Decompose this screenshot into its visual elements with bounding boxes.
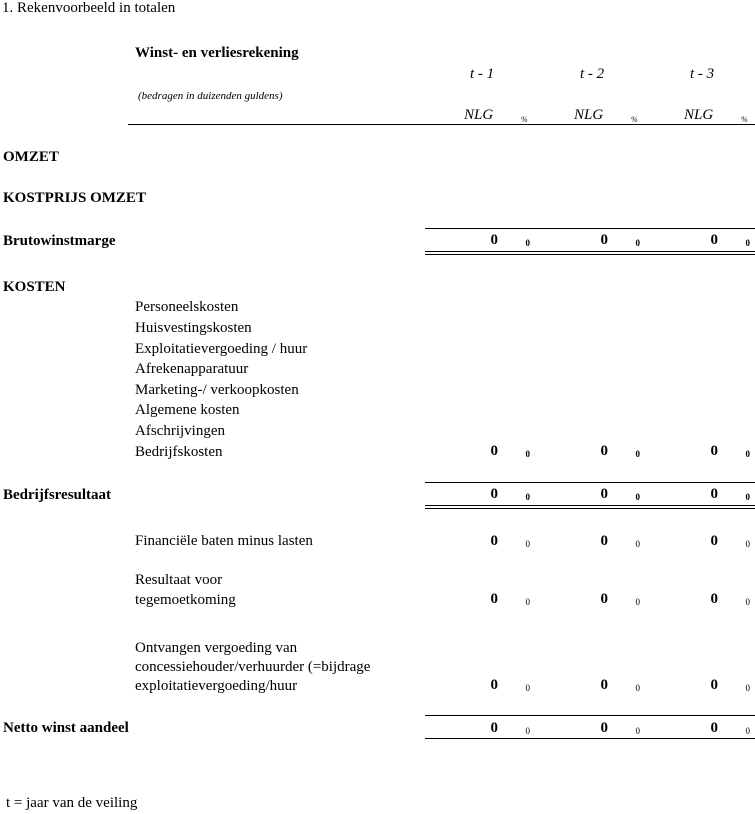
financieel-value-1: 0 bbox=[490, 533, 498, 549]
bruto-pct-3: 0 bbox=[745, 238, 750, 248]
cost-item-algemene-kosten: Algemene kosten bbox=[135, 402, 240, 418]
financieel-pct-1: 0 bbox=[525, 539, 530, 549]
ontvangen-value-2: 0 bbox=[600, 677, 608, 693]
bedrijfsresultaat-value-3: 0 bbox=[710, 486, 718, 502]
bruto-pct-1: 0 bbox=[525, 238, 530, 248]
rule-above-bedrijfsresultaat bbox=[425, 482, 755, 483]
bedrijfsresultaat-value-1: 0 bbox=[490, 486, 498, 502]
row-label-financieel: Financiële baten minus lasten bbox=[135, 533, 313, 549]
pct-header-1: % bbox=[521, 115, 528, 124]
bedrijfskosten-pct-2: 0 bbox=[635, 449, 640, 459]
double-rule-bedrijfsresultaat bbox=[425, 505, 755, 509]
row-label-resultaat-line2: tegemoetkoming bbox=[135, 592, 236, 608]
cost-item-afrekenapparatuur: Afrekenapparatuur bbox=[135, 361, 249, 377]
netto-pct-3: 0 bbox=[745, 726, 750, 736]
page-heading: 1. Rekenvoorbeeld in totalen bbox=[2, 0, 176, 16]
section-omzet: OMZET bbox=[3, 149, 59, 165]
resultaat-value-3: 0 bbox=[710, 591, 718, 607]
bedrijfskosten-value-3: 0 bbox=[710, 443, 718, 459]
bedrijfskosten-pct-1: 0 bbox=[525, 449, 530, 459]
period-header-2: t - 2 bbox=[580, 66, 605, 82]
netto-value-3: 0 bbox=[710, 720, 718, 736]
bedrijfskosten-value-1: 0 bbox=[490, 443, 498, 459]
ontvangen-value-3: 0 bbox=[710, 677, 718, 693]
bedrijfsresultaat-pct-2: 0 bbox=[635, 492, 640, 502]
resultaat-pct-3: 0 bbox=[745, 597, 750, 607]
financieel-value-2: 0 bbox=[600, 533, 608, 549]
netto-value-2: 0 bbox=[600, 720, 608, 736]
currency-header-1: NLG bbox=[464, 107, 494, 123]
cost-item-afschrijvingen: Afschrijvingen bbox=[135, 423, 225, 439]
resultaat-value-2: 0 bbox=[600, 591, 608, 607]
bedrijfskosten-value-2: 0 bbox=[600, 443, 608, 459]
table-subtitle: (bedragen in duizenden guldens) bbox=[138, 90, 283, 102]
netto-pct-2: 0 bbox=[635, 726, 640, 736]
netto-value-1: 0 bbox=[490, 720, 498, 736]
row-label-bruto: Brutowinstmarge bbox=[3, 233, 116, 249]
row-label-netto: Netto winst aandeel bbox=[3, 720, 129, 736]
rule-above-netto bbox=[425, 715, 755, 716]
cost-item-bedrijfskosten: Bedrijfskosten bbox=[135, 444, 223, 460]
pct-header-3: % bbox=[741, 115, 748, 124]
bruto-value-1: 0 bbox=[490, 232, 498, 248]
resultaat-pct-1: 0 bbox=[525, 597, 530, 607]
header-rule bbox=[128, 124, 755, 125]
section-kostprijs: KOSTPRIJS OMZET bbox=[3, 190, 146, 206]
pct-header-2: % bbox=[631, 115, 638, 124]
cost-item-personeelskosten: Personeelskosten bbox=[135, 299, 239, 315]
ontvangen-pct-2: 0 bbox=[635, 683, 640, 693]
row-label-ontvangen-line2: concessiehouder/verhuurder (=bijdrage bbox=[135, 659, 371, 675]
ontvangen-pct-1: 0 bbox=[525, 683, 530, 693]
cost-item-exploitatievergoeding: Exploitatievergoeding / huur bbox=[135, 341, 308, 357]
table-title: Winst- en verliesrekening bbox=[135, 45, 299, 61]
cost-item-huisvestingskosten: Huisvestingskosten bbox=[135, 320, 252, 336]
row-label-bedrijfsresultaat: Bedrijfsresultaat bbox=[3, 487, 112, 503]
period-header-3: t - 3 bbox=[690, 66, 715, 82]
currency-header-2: NLG bbox=[574, 107, 604, 123]
section-kosten: KOSTEN bbox=[3, 279, 66, 295]
row-label-resultaat-line1: Resultaat voor bbox=[135, 572, 223, 588]
bruto-value-3: 0 bbox=[710, 232, 718, 248]
rule-above-bruto bbox=[425, 228, 755, 229]
bruto-value-2: 0 bbox=[600, 232, 608, 248]
financieel-pct-3: 0 bbox=[745, 539, 750, 549]
ontvangen-value-1: 0 bbox=[490, 677, 498, 693]
netto-pct-1: 0 bbox=[525, 726, 530, 736]
row-label-ontvangen-line1: Ontvangen vergoeding van bbox=[135, 640, 298, 656]
financieel-pct-2: 0 bbox=[635, 539, 640, 549]
row-label-ontvangen-line3: exploitatievergoeding/huur bbox=[135, 678, 298, 694]
bruto-pct-2: 0 bbox=[635, 238, 640, 248]
period-header-1: t - 1 bbox=[470, 66, 495, 82]
bedrijfsresultaat-pct-3: 0 bbox=[745, 492, 750, 502]
resultaat-pct-2: 0 bbox=[635, 597, 640, 607]
financieel-value-3: 0 bbox=[710, 533, 718, 549]
bedrijfskosten-pct-3: 0 bbox=[745, 449, 750, 459]
ontvangen-pct-3: 0 bbox=[745, 683, 750, 693]
cost-item-marketing: Marketing-/ verkoopkosten bbox=[135, 382, 299, 398]
bedrijfsresultaat-pct-1: 0 bbox=[525, 492, 530, 502]
currency-header-3: NLG bbox=[684, 107, 714, 123]
bedrijfsresultaat-value-2: 0 bbox=[600, 486, 608, 502]
double-rule-bruto bbox=[425, 251, 755, 255]
rule-below-netto bbox=[425, 738, 755, 739]
resultaat-value-1: 0 bbox=[490, 591, 498, 607]
footnote: t = jaar van de veiling bbox=[6, 795, 138, 811]
